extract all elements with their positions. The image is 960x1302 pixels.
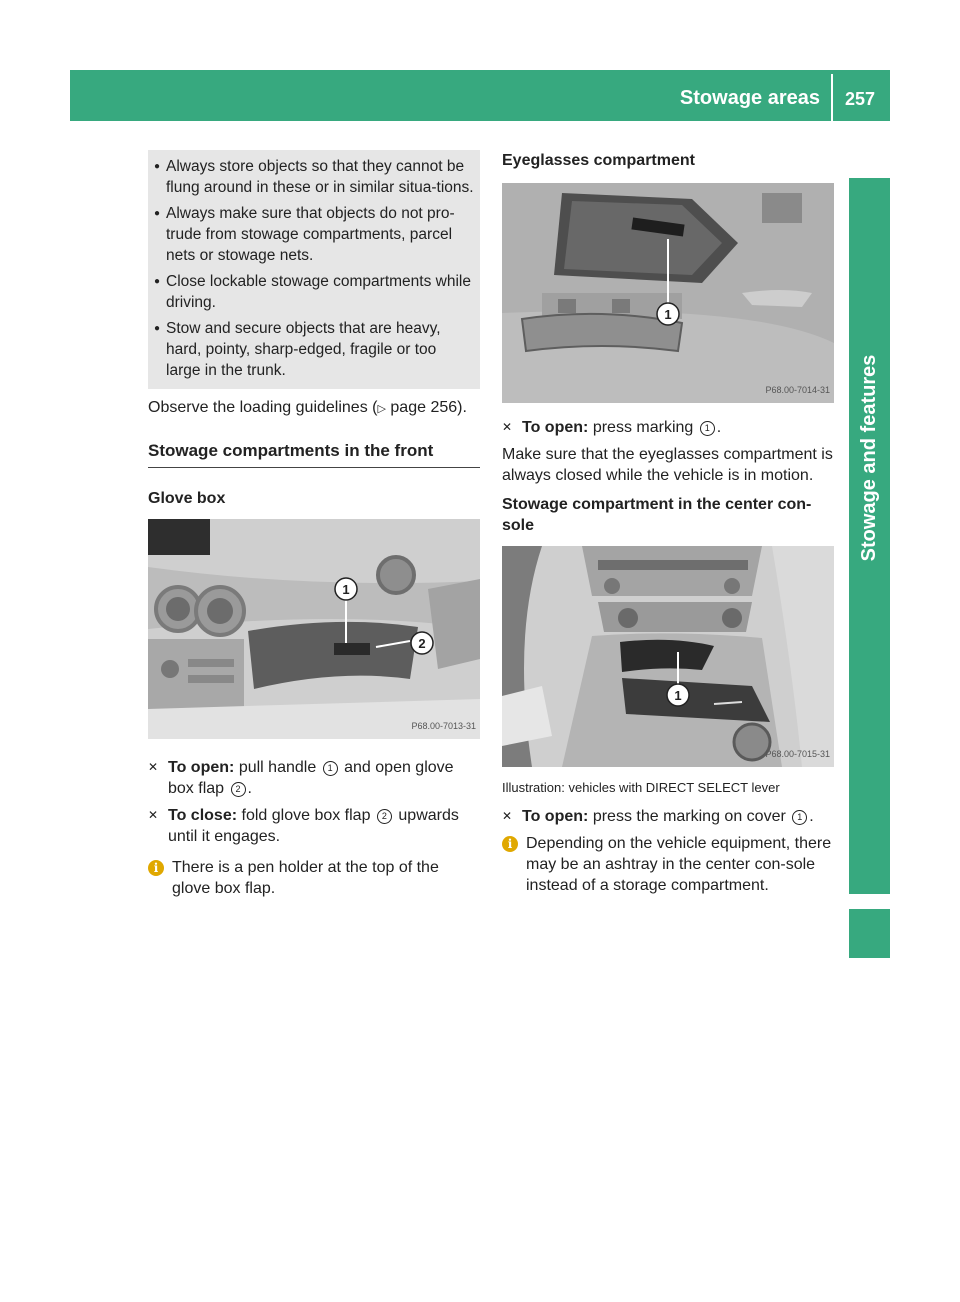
- figure-code: P68.00-7014-31: [765, 385, 830, 395]
- eyeglasses-note: Make sure that the eyeglasses compartment is always closed while the vehicle is in motion.: [502, 446, 833, 484]
- triangle-ref-icon: ▷: [377, 403, 386, 415]
- marker-1: 1: [700, 421, 715, 436]
- info-icon: i: [502, 836, 518, 852]
- marker-2: 2: [418, 636, 426, 651]
- bullet-dot-icon: ●: [154, 323, 161, 334]
- page-reference-link[interactable]: page 256).: [390, 399, 467, 416]
- page-title: Stowage areas: [679, 87, 820, 109]
- glovebox-drawing: [148, 519, 480, 739]
- console-drawing: [502, 546, 834, 767]
- left-column: [148, 150, 480, 905]
- page-number: 257: [844, 89, 876, 109]
- info-note: i Depending on the vehicle equipment, there may be an ashtray in the center con-sole instead of a storage compartment.: [502, 833, 834, 896]
- arrow-right-icon: ✕: [148, 808, 159, 822]
- step-open: ✕ To open: press marking 1 .: [502, 419, 722, 436]
- side-marker-square: [849, 909, 890, 958]
- console-illustration: [502, 546, 834, 767]
- eyeglasses-heading: Eyeglasses compartment: [502, 152, 695, 169]
- side-tab-label: Stowage and features: [858, 354, 880, 562]
- note-item: ● Close lockable stowage compartments while driving.: [154, 273, 471, 311]
- section-heading: Stowage compartments in the front: [148, 428, 480, 468]
- step-open: ✕ To open: pull handle 1 and open glove box flap 2 .: [148, 759, 454, 797]
- info-icon: i: [148, 860, 164, 876]
- bullet-dot-icon: ●: [154, 161, 161, 172]
- marker-2: 2: [377, 809, 392, 824]
- note-item: ● Always store objects so that they cannot be flung around in these or in similar situa-tions.: [154, 158, 474, 196]
- marker-1: 1: [674, 688, 682, 703]
- arrow-right-icon: ✕: [502, 420, 513, 434]
- right-column: [502, 150, 834, 902]
- marker-2: 2: [231, 782, 246, 797]
- note-item: ● Always make sure that objects do not pro-trude from stowage compartments, parcel nets or stowage nets.: [154, 205, 455, 264]
- eyeglasses-illustration: [502, 183, 834, 403]
- glovebox-illustration: [148, 519, 480, 739]
- console-heading: Stowage compartment in the center con-sole: [502, 496, 812, 534]
- glovebox-heading: Glove box: [148, 490, 226, 507]
- marker-1: 1: [323, 761, 338, 776]
- figure-caption: Illustration: vehicles with DIRECT SELECT lever: [502, 780, 780, 795]
- figure-code: P68.00-7015-31: [765, 749, 830, 759]
- marker-1: 1: [342, 582, 350, 597]
- loading-guidelines-text: Observe the loading guidelines (▷ page 256).: [148, 399, 467, 416]
- warning-notes-box: [148, 150, 480, 389]
- arrow-right-icon: ✕: [502, 809, 513, 823]
- figure-code: P68.00-7013-31: [411, 721, 476, 731]
- marker-1: 1: [792, 810, 807, 825]
- step-close: ✕ To close: fold glove box flap 2 upwards until it engages.: [148, 807, 459, 845]
- note-item: ● Stow and secure objects that are heavy, hard, pointy, sharp-edged, fragile or too large in the trunk.: [154, 320, 441, 379]
- arrow-right-icon: ✕: [148, 760, 159, 774]
- header-divider: [831, 74, 833, 121]
- bullet-dot-icon: ●: [154, 208, 161, 219]
- marker-1: 1: [664, 307, 672, 322]
- info-note: i There is a pen holder at the top of the glove box flap.: [148, 857, 480, 899]
- bullet-dot-icon: ●: [154, 276, 161, 287]
- eyeglasses-drawing: [502, 183, 834, 403]
- step-open: ✕ To open: press the marking on cover 1 .: [502, 808, 814, 825]
